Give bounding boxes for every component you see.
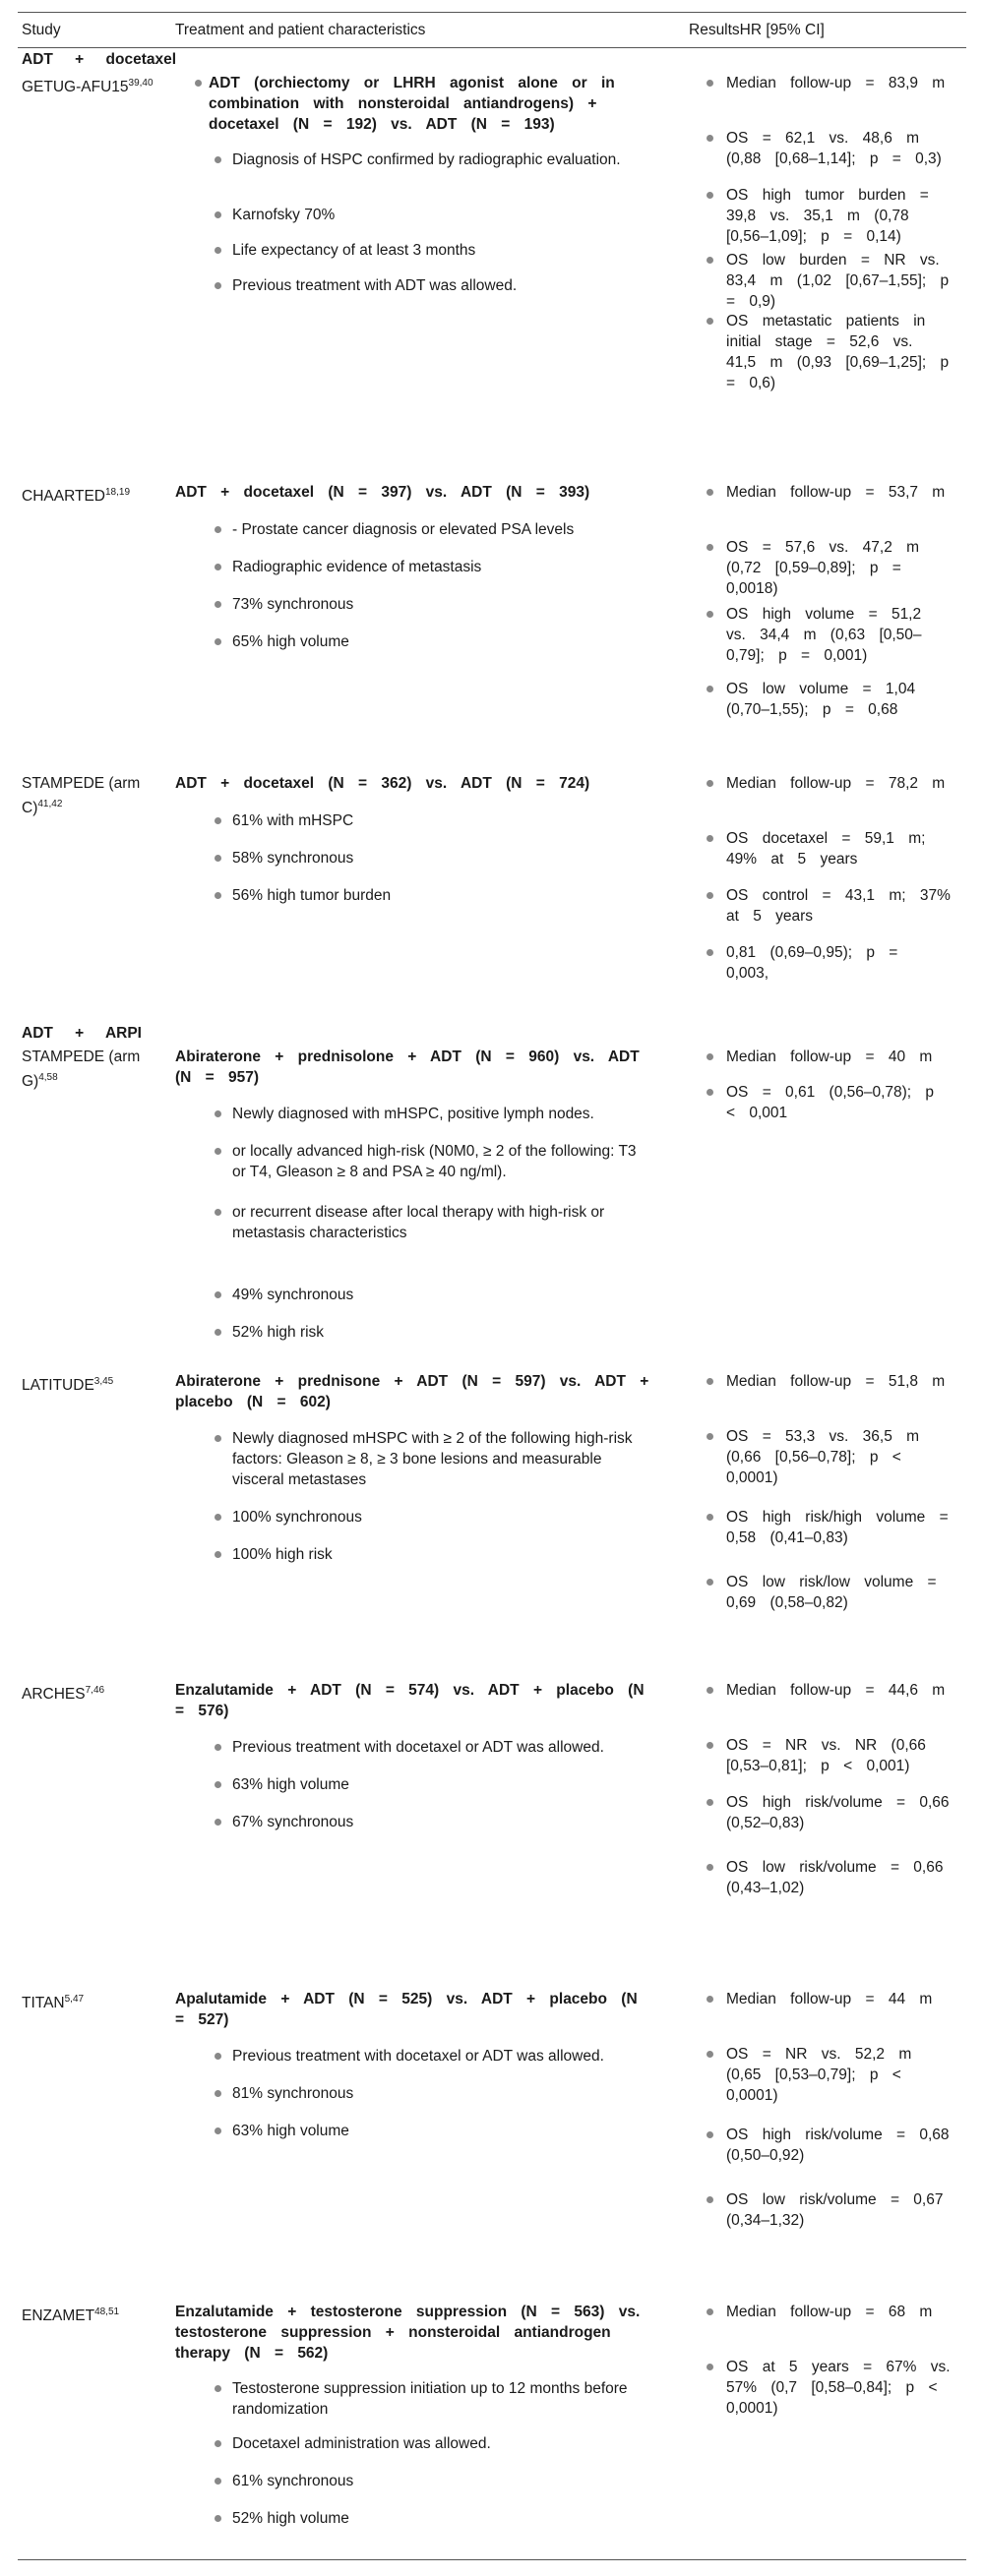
bullet-dot <box>215 282 221 289</box>
bullet-dot <box>707 489 713 496</box>
bullet-dot <box>707 80 713 87</box>
result-item: OS = 57,6 vs. 47,2 m (0,72 [0,59–0,89]; p = 0,0018) <box>726 539 920 597</box>
bullet-dot <box>707 2131 713 2138</box>
characteristic-item: Radiographic evidence of metastasis <box>232 559 482 575</box>
characteristic-item: 56% high tumor burden <box>232 887 392 904</box>
characteristic-item: 100% high risk <box>232 1546 333 1563</box>
bullet-dot <box>215 1148 221 1155</box>
bullet-dot <box>215 1514 221 1521</box>
result-item: Median follow-up = 68 m <box>726 2304 933 2320</box>
bottom-rule <box>18 2559 966 2560</box>
bullet-dot <box>707 611 713 618</box>
treatment-headline: Abiraterone + prednisolone + ADT (N = 960) vs. ADT (N = 957) <box>175 1048 640 1086</box>
characteristic-item: Docetaxel administration was allowed. <box>232 2435 491 2452</box>
result-item: 0,81 (0,69–0,95); p = 0,003, <box>726 944 898 982</box>
result-item: Median follow-up = 78,2 m <box>726 775 946 792</box>
bullet-dot <box>215 247 221 254</box>
treatment-headline: ADT + docetaxel (N = 362) vs. ADT (N = 724) <box>175 775 590 792</box>
bullet-dot <box>707 2308 713 2315</box>
section-header-arpi: ADT + ARPI <box>22 1025 142 1042</box>
bullet-dot <box>707 2051 713 2058</box>
study-name-text: LATITUDE <box>22 1377 94 1395</box>
result-item: Median follow-up = 53,7 m <box>726 484 946 501</box>
bullet-dot <box>215 2385 221 2392</box>
result-item: OS = 53,3 vs. 36,5 m (0,66 [0,56–0,78]; p < 0,0001) <box>726 1428 920 1486</box>
characteristic-item: Previous treatment with ADT was allowed. <box>232 277 518 294</box>
treatment-headline: Enzalutamide + ADT (N = 574) vs. ADT + placebo (N = 576) <box>175 1682 645 1719</box>
bullet-dot <box>707 780 713 787</box>
header-study: Study <box>22 22 61 38</box>
bullet-dot <box>215 1110 221 1117</box>
result-item: OS high tumor burden = 39,8 vs. 35,1 m (0,78 [0,56–1,09]; p = 0,14) <box>726 187 929 245</box>
bullet-dot <box>707 135 713 142</box>
study-name <box>22 482 169 507</box>
bullet-dot <box>215 2053 221 2060</box>
bullet-dot <box>707 686 713 692</box>
result-item: OS at 5 years = 67% vs. 57% (0,7 [0,58–0,84]; p < 0,0001) <box>726 2359 951 2417</box>
bullet-dot <box>215 1209 221 1216</box>
study-name-text: STAMPEDE (arm G) <box>22 1048 141 1091</box>
bullet-dot <box>707 1742 713 1749</box>
study-name-text: ARCHES <box>22 1686 86 1704</box>
result-item: OS = NR vs. NR (0,66 [0,53–0,81]; p < 0,001) <box>726 1737 926 1774</box>
study-name <box>22 1680 169 1705</box>
characteristic-item: 65% high volume <box>232 633 349 650</box>
bullet-dot <box>215 1551 221 1558</box>
study-name-text: STAMPEDE (arm C) <box>22 775 141 817</box>
characteristic-item: Newly diagnosed with mHSPC, positive lymph nodes. <box>232 1106 594 1122</box>
characteristic-item: 67% synchronous <box>232 1814 354 1830</box>
characteristic-item: 49% synchronous <box>232 1287 354 1303</box>
study-ref: 48,51 <box>94 2306 120 2317</box>
bullet-dot <box>707 2364 713 2370</box>
bullet-dot <box>215 1291 221 1298</box>
characteristic-item: or recurrent disease after local therapy with high-risk or metastasis characteristics <box>232 1204 605 1241</box>
study-name-text: ENZAMET <box>22 2307 95 2325</box>
study-name <box>22 773 169 818</box>
study-ref: 41,42 <box>37 799 63 809</box>
characteristic-item: 52% high risk <box>232 1324 325 1341</box>
bullet-dot <box>215 156 221 163</box>
bullet-dot <box>195 80 202 87</box>
bullet-dot <box>707 1433 713 1440</box>
characteristic-item: Karnofsky 70% <box>232 207 336 223</box>
bullet-dot <box>215 817 221 824</box>
result-item: OS high risk/volume = 0,68 (0,50–0,92) <box>726 2127 950 2164</box>
characteristic-item: - Prostate cancer diagnosis or elevated PSA levels <box>232 521 575 538</box>
characteristic-item: 58% synchronous <box>232 850 354 867</box>
study-name <box>22 2302 169 2326</box>
result-item: Median follow-up = 83,9 m <box>726 75 946 91</box>
bullet-dot <box>707 1053 713 1060</box>
bullet-dot <box>707 1799 713 1806</box>
header-rule <box>18 47 966 48</box>
bullet-dot <box>707 1378 713 1385</box>
characteristic-item: Testosterone suppression initiation up to 12 months before randomization <box>232 2380 628 2418</box>
bullet-dot <box>707 192 713 199</box>
bullet-dot <box>707 1579 713 1586</box>
bullet-dot <box>707 1687 713 1694</box>
characteristic-item: 61% synchronous <box>232 2473 354 2489</box>
result-item: OS = 62,1 vs. 48,6 m (0,88 [0,68–1,14]; p = 0,3) <box>726 130 942 167</box>
study-name <box>22 1989 169 2013</box>
characteristic-item: Diagnosis of HSPC confirmed by radiographic evaluation. <box>232 151 621 168</box>
bullet-dot <box>215 2127 221 2134</box>
characteristic-item: 63% high volume <box>232 2123 349 2139</box>
result-item: Median follow-up = 40 m <box>726 1048 933 1065</box>
bullet-dot <box>215 526 221 533</box>
bullet-dot <box>707 949 713 956</box>
result-item: OS metastatic patients in initial stage = 52,6 vs. 41,5 m (0,93 [0,69–1,25]; p = 0,6) <box>726 313 950 391</box>
bullet-dot <box>707 318 713 325</box>
characteristic-item: or locally advanced high-risk (N0M0, ≥ 2 of the following: T3 or T4, Gleason ≥ 8 and PSA ≥ 40 ng/ml). <box>232 1143 637 1180</box>
bullet-dot <box>707 1089 713 1096</box>
bullet-dot <box>215 1329 221 1336</box>
study-name <box>22 1047 169 1092</box>
characteristic-item: Previous treatment with docetaxel or ADT was allowed. <box>232 2048 604 2065</box>
bullet-dot <box>215 1435 221 1442</box>
bullet-dot <box>215 2478 221 2485</box>
result-item: OS high volume = 51,2 vs. 34,4 m (0,63 [0,50–0,79]; p = 0,001) <box>726 606 922 664</box>
treatment-headline: ADT + docetaxel (N = 397) vs. ADT (N = 393) <box>175 484 590 501</box>
bullet-dot <box>215 1781 221 1788</box>
bullet-dot <box>707 2196 713 2203</box>
bullet-dot <box>707 1996 713 2003</box>
treatment-headline: ADT (orchiectomy or LHRH agonist alone or in combination with nonsteroidal antiandrogens) + docetaxel (N = 192) vs. ADT (N = 193) <box>209 75 615 133</box>
treatment-headline: Abiraterone + prednisone + ADT (N = 597) vs. ADT + placebo (N = 602) <box>175 1373 649 1410</box>
study-ref: 3,45 <box>93 1376 114 1387</box>
bullet-dot <box>215 892 221 899</box>
result-item: OS low risk/volume = 0,66 (0,43–1,02) <box>726 1859 944 1896</box>
characteristic-item: 73% synchronous <box>232 596 354 613</box>
result-item: Median follow-up = 51,8 m <box>726 1373 946 1390</box>
result-item: OS control = 43,1 m; 37% at 5 years <box>726 887 951 925</box>
result-item: OS = NR vs. 52,2 m (0,65 [0,53–0,79]; p < 0,0001) <box>726 2046 912 2104</box>
study-name-text: CHAARTED <box>22 488 105 506</box>
characteristic-item: 100% synchronous <box>232 1509 362 1526</box>
bullet-dot <box>215 2440 221 2447</box>
bullet-dot <box>707 257 713 264</box>
study-ref: 39,40 <box>128 78 154 89</box>
bullet-dot <box>215 1819 221 1826</box>
result-item: Median follow-up = 44,6 m <box>726 1682 946 1699</box>
bullet-dot <box>215 2515 221 2522</box>
characteristic-item: Previous treatment with docetaxel or ADT was allowed. <box>232 1739 604 1756</box>
bullet-dot <box>215 211 221 218</box>
study-name-text: TITAN <box>22 1995 65 2012</box>
treatment-headline: Enzalutamide + testosterone suppression (N = 563) vs. testosterone suppression + nonsteroidal antiandrogen therapy (N = 562) <box>175 2304 641 2362</box>
result-item: OS low burden = NR vs. 83,4 m (1,02 [0,67–1,55]; p = 0,9) <box>726 252 950 310</box>
study-ref: 5,47 <box>64 1994 85 2005</box>
bullet-dot <box>215 638 221 645</box>
study-name <box>22 1371 169 1396</box>
result-item: OS high risk/high volume = 0,58 (0,41–0,83) <box>726 1509 949 1546</box>
treatment-headline: Apalutamide + ADT (N = 525) vs. ADT + placebo (N = 527) <box>175 1991 638 2028</box>
study-name <box>22 73 169 97</box>
header-treatment: Treatment and patient characteristics <box>175 22 426 38</box>
result-item: OS low risk/volume = 0,67 (0,34–1,32) <box>726 2191 944 2229</box>
bullet-dot <box>707 892 713 899</box>
bullet-dot <box>215 564 221 570</box>
bullet-dot <box>215 855 221 862</box>
characteristic-item: 63% high volume <box>232 1776 349 1793</box>
section-header-docetaxel: ADT + docetaxel <box>22 51 177 68</box>
result-item: OS low risk/low volume = 0,69 (0,58–0,82) <box>726 1574 937 1611</box>
result-item: OS = 0,61 (0,56–0,78); p < 0,001 <box>726 1084 935 1121</box>
result-item: Median follow-up = 44 m <box>726 1991 933 2007</box>
characteristic-item: Newly diagnosed mHSPC with ≥ 2 of the following high-risk factors: Gleason ≥ 8, ≥ 3 bone lesions and measurable visceral metastases <box>232 1430 633 1488</box>
bullet-dot <box>707 835 713 842</box>
bullet-dot <box>707 1864 713 1871</box>
bullet-dot <box>215 601 221 608</box>
study-ref: 4,58 <box>38 1072 58 1083</box>
result-item: OS docetaxel = 59,1 m; 49% at 5 years <box>726 830 926 868</box>
characteristic-item: 81% synchronous <box>232 2085 354 2102</box>
bullet-dot <box>707 544 713 551</box>
result-item: OS high risk/volume = 0,66 (0,52–0,83) <box>726 1794 950 1831</box>
top-rule <box>18 12 966 13</box>
characteristic-item: 61% with mHSPC <box>232 812 354 829</box>
study-ref: 7,46 <box>85 1685 105 1696</box>
characteristic-item: 52% high volume <box>232 2510 349 2527</box>
header-results: ResultsHR [95% CI] <box>689 22 825 38</box>
study-ref: 18,19 <box>104 487 131 498</box>
study-name-text: GETUG-AFU15 <box>22 79 129 96</box>
bullet-dot <box>215 1744 221 1751</box>
result-item: OS low volume = 1,04 (0,70–1,55); p = 0,68 <box>726 681 916 718</box>
characteristic-item: Life expectancy of at least 3 months <box>232 242 476 259</box>
bullet-dot <box>215 2090 221 2097</box>
bullet-dot <box>707 1514 713 1521</box>
